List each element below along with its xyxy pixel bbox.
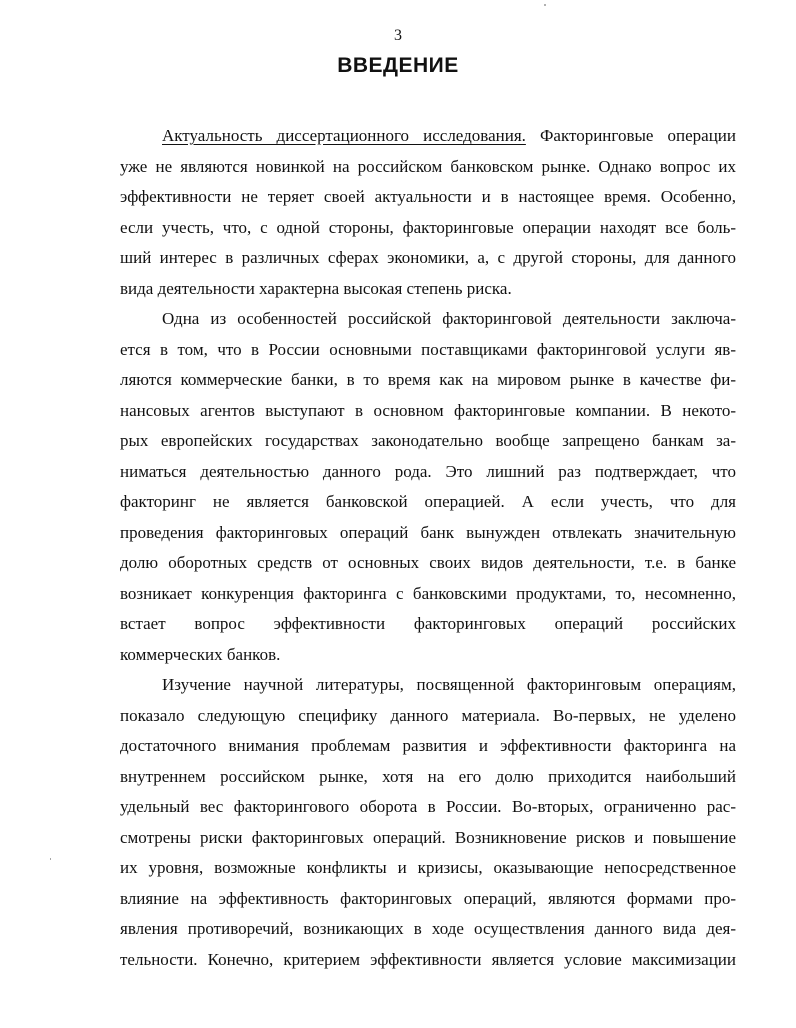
paragraph-3-line-2: показало следующую специфику данного материала. Во-первых, не уделено	[120, 705, 736, 725]
paragraph-2-line-1: Одна из особенностей российской факторинговой деятельности заключа-	[162, 309, 736, 328]
paragraph-1-line-5: ший интерес в различных сферах экономики, а, с другой стороны, для данного	[120, 248, 736, 267]
paragraph-3-line-7: их уровня, возможные конфликты и кризисы, оказывающие непосредственное	[120, 858, 736, 877]
paragraph-2-line-8: проведения факторинговых операций банк вынужден отвлекать значительную	[120, 522, 736, 542]
paragraph-3-line-6: смотрены риски факторинговых операций. Возникновение рисков и повышение	[120, 827, 736, 847]
paragraph-1-line-4: если учесть, что, с одной стороны, факторинговые операции находят все боль-	[120, 217, 736, 237]
page-number: 3	[394, 27, 402, 44]
paragraph-2-line-2: ется в том, что в России основными поставщиками факторинговой услуги яв-	[120, 339, 736, 359]
paragraph-3-line-5: удельный вес факторингового оборота в России. Во-вторых, ограниченно рас-	[120, 797, 736, 816]
paragraph-3-line-4: внутреннем российском рынке, хотя на его долю приходится наибольший	[120, 766, 736, 786]
paragraph-2-line-11: встает вопрос эффективности факторинговых операций российских	[120, 614, 736, 633]
paragraph-3-line-1: Изучение научной литературы, посвященной факторинговым операциям,	[162, 675, 736, 694]
paragraph-3-line-8: влияние на эффективность факторинговых операций, являются формами про-	[120, 888, 736, 908]
body-text	[120, 121, 736, 975]
paragraph-3-line-9: явления противоречий, возникающих в ходе осуществления данного вида дея-	[120, 919, 736, 938]
paragraph-2-line-6: ниматься деятельностью данного рода. Это лишний раз подтверждает, что	[120, 461, 736, 481]
lead-phrase: Актуальность диссертационного исследования.	[162, 126, 526, 145]
paragraph-2-line-10: возникает конкуренция факторинга с банковскими продуктами, то, несомненно,	[120, 583, 736, 603]
paragraph-1-line-3: эффективности не теряет своей актуальности и в настоящее время. Особенно,	[120, 187, 736, 206]
line-text: Факторинговые операции	[525, 126, 736, 145]
scan-speck	[50, 858, 51, 860]
paragraph-2-line-3: ляются коммерческие банки, в то время как на мировом рынке в качестве фи-	[120, 370, 736, 389]
paragraph-2-line-7: факторинг не является банковской операцией. А если учесть, что для	[120, 492, 736, 511]
paragraph-2-line-5: рых европейских государствах законодательно вообще запрещено банкам за-	[120, 431, 736, 450]
paragraph-3-line-3: достаточного внимания проблемам развития и эффективности факторинга на	[120, 736, 736, 755]
section-title: ВВЕДЕНИЕ	[337, 54, 459, 77]
paragraph-1-line-2: уже не являются новинкой на российском банковском рынке. Однако вопрос их	[120, 156, 736, 176]
scan-speck	[544, 4, 546, 6]
paragraph-2-line-12: коммерческих банков.	[120, 644, 281, 664]
paragraph-1-line-1	[120, 121, 736, 152]
paragraph-2-line-4: нансовых агентов выступают в основном факторинговые компании. В некото-	[120, 400, 736, 420]
paragraph-1-line-6: вида деятельности характерна высокая степень риска.	[120, 278, 512, 298]
paragraph-2-line-9: долю оборотных средств от основных своих видов деятельности, т.е. в банке	[120, 553, 736, 572]
paragraph-3-line-10: тельности. Конечно, критерием эффективности является условие максимизации	[120, 949, 736, 969]
